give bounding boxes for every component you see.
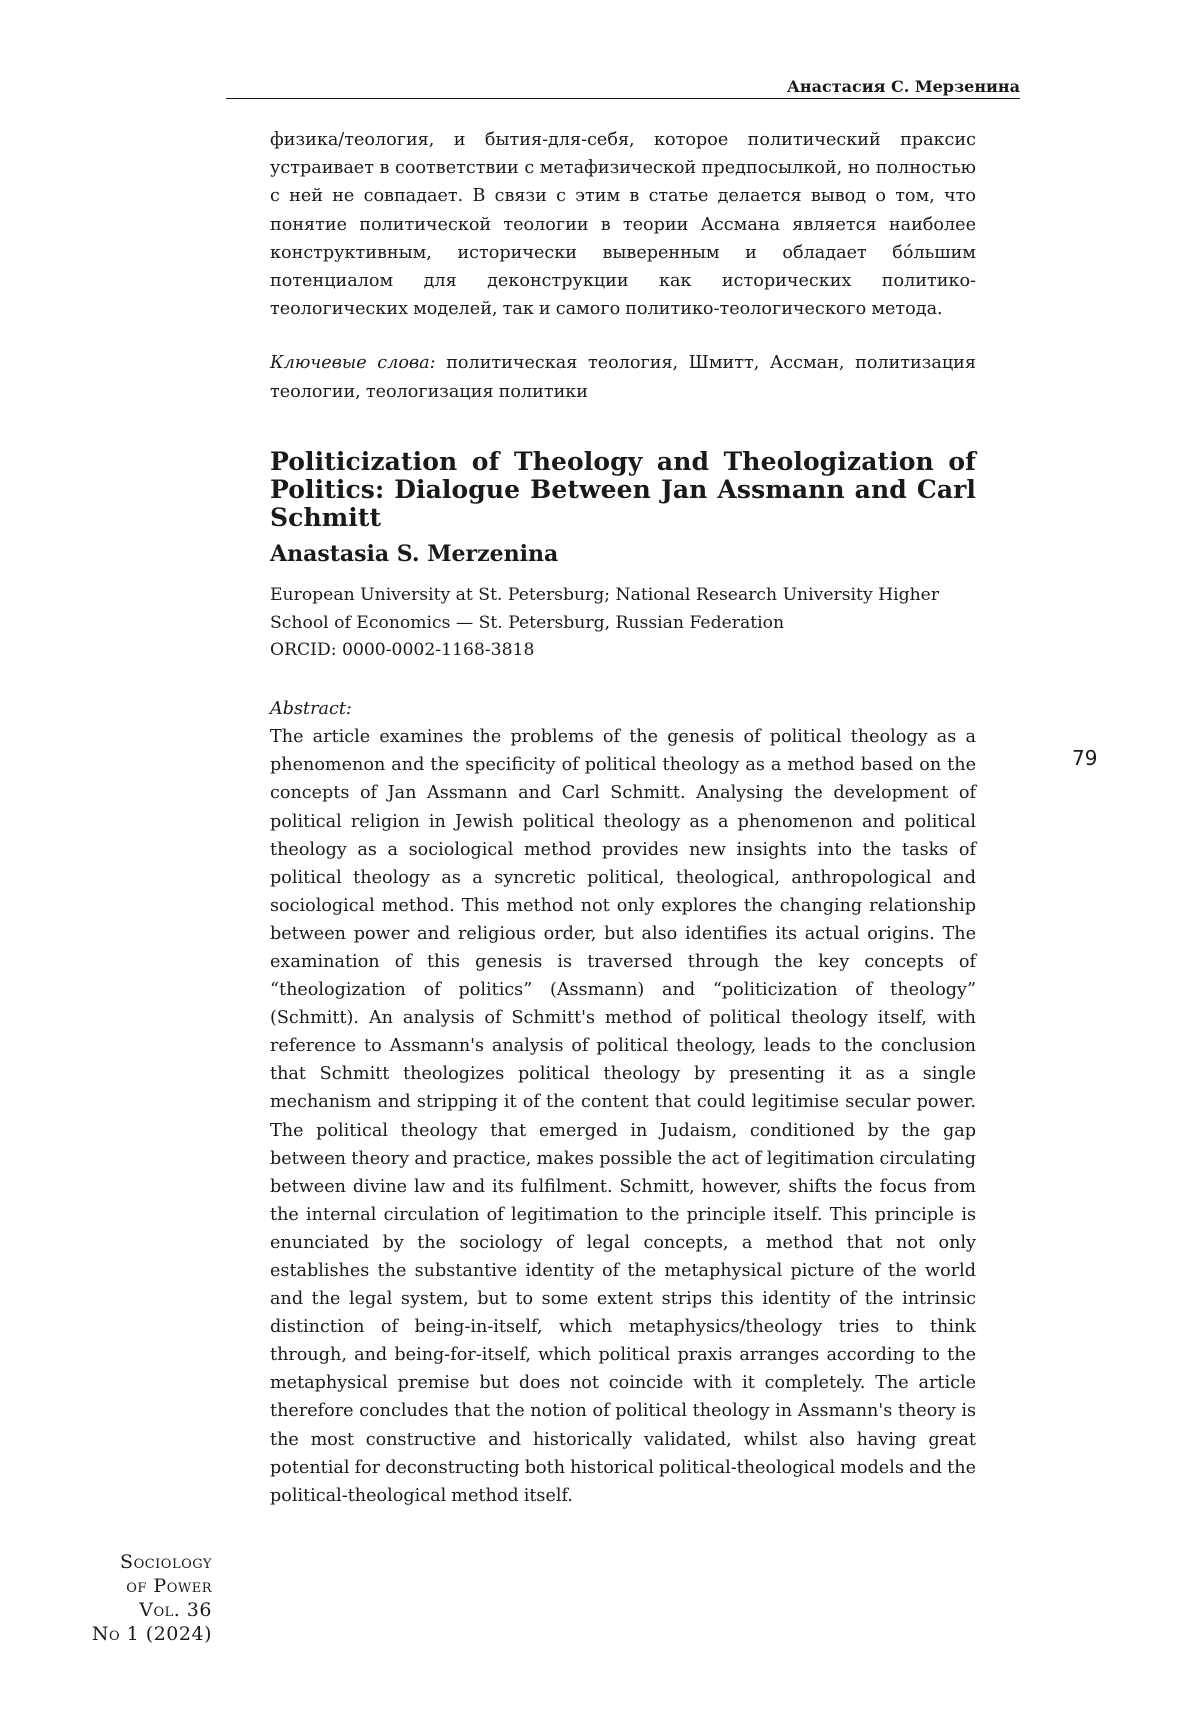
- orcid: ORCID: 0000-0002-1168-3818: [270, 640, 535, 661]
- abstract-label: Abstract:: [270, 699, 352, 720]
- keywords-text: политическая теология, Шмитт, Ассман, политизация теологии, теологизация политики: [270, 353, 976, 402]
- russian-abstract-continuation: физика/теология, и бытия-для-себя, которое политический праксис устраивает в соответствии с метафизической предпосылкой, но полностью с ней не совпадает. В связи с этим в статье делается вывод о том, что понятие политической теологии в теории Ассмана является наиболее конструктивным, исторически выверенным и обладает бóльшим потенциалом для деконструкции как исторических политико-теологических моделей, так и самого политико-теологического метода.: [270, 130, 976, 320]
- affiliation-line: School of Economics — St. Petersburg, Russian Federation: [270, 612, 785, 633]
- page-number: 79: [1072, 746, 1098, 770]
- keywords: [270, 349, 976, 405]
- journal-issue: No 1 (2024): [91, 1623, 212, 1645]
- journal-volume: Vol. 36: [139, 1599, 212, 1621]
- affiliation: [270, 582, 976, 665]
- journal-name-line: Sociology: [120, 1551, 212, 1573]
- main-column: [270, 126, 976, 1510]
- journal-info: [80, 1550, 212, 1646]
- journal-name-line: of Power: [126, 1575, 212, 1597]
- affiliation-line: European University at St. Petersburg; National Research University Higher: [270, 584, 940, 605]
- header-rule: [226, 98, 1020, 99]
- author-name: Anastasia S. Merzenina: [270, 540, 559, 567]
- running-head: Анастасия С. Мерзенина: [786, 77, 1020, 96]
- abstract-text: The article examines the problems of the genesis of political theology as a phenomenon and the specificity of political theology as a method based on the concepts of Jan Assmann and Carl Schmitt. Analysing the development of political religion in Jewish political theology as a phenomenon and political theology as a sociological method provides new insights into the tasks of political theology as a syncretic political, theological, anthropological and sociological method. This method not only explores the changing relationship between power and religious order, but also identifies its actual origins. The examination of this genesis is traversed through the key concepts of “theologization of politics” (Assmann) and “politicization of theology” (Schmitt). An analysis of Schmitt's method of political theology itself, with reference to Assmann's analysis of political theology, leads to the conclusion that Schmitt theologizes political theology by presenting it as a single mechanism and stripping it of the content that could legitimise secular power. The political theology that emerged in Judaism, conditioned by the gap between theory and practice, makes possible the act of legitimation circulating between divine law and its fulfilment. Schmitt, however, shifts the focus from the internal circulation of legitimation to the principle itself. This principle is enunciated by the sociology of legal concepts, a method that not only establishes the substantive identity of the metaphysical picture of the world and the legal system, but to some extent strips this identity of the intrinsic distinction of being-in-itself, which metaphysics/theology tries to think through, and being-for-itself, which political praxis arranges according to the metaphysical premise but does not coincide with it completely. The article therefore concludes that the notion of political theology in Assmann's theory is the most constructive and historically validated, whilst also having great potential for deconstructing both historical political-theological models and the political-theological method itself.: [270, 727, 976, 1506]
- article-title-english: Politicization of Theology and Theologization of Politics: Dialogue Between Jan Assmann and Carl Schmitt: [270, 446, 976, 532]
- keywords-label: Ключевые слова:: [270, 353, 436, 374]
